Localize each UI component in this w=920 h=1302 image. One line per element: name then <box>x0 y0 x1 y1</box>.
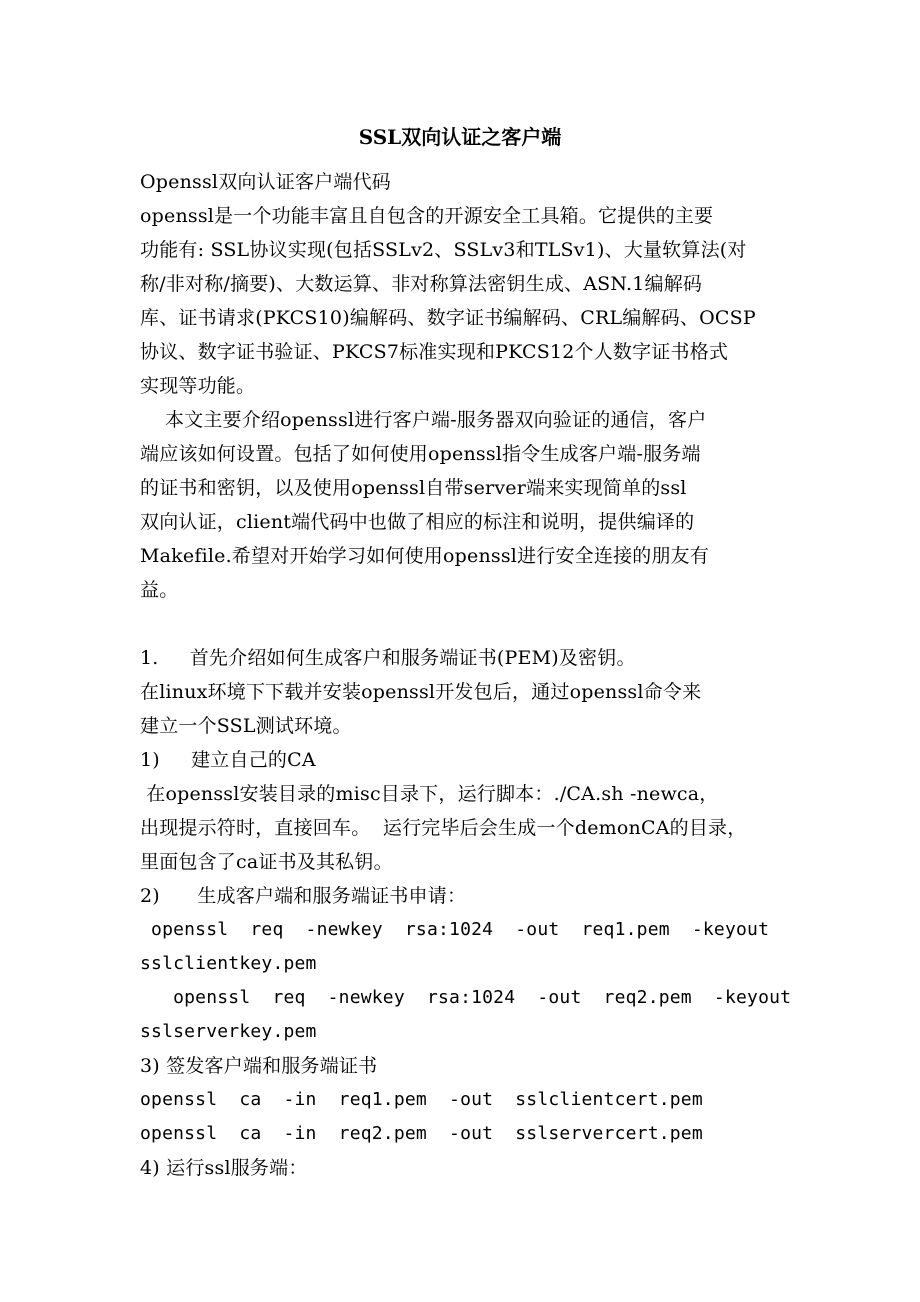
document-body <box>140 165 790 1185</box>
text-line: 4) 运行ssl服务端： <box>140 1157 308 1179</box>
text-line: 端应该如何设置。包括了如何使用openssl指令生成客户端-服务端 <box>140 443 701 465</box>
text-line: Openssl双向认证客户端代码 <box>140 171 391 193</box>
document-title: SSL双向认证之客户端 <box>358 125 562 149</box>
text-line: 称/非对称/摘要)、大数运算、非对称算法密钥生成、ASN.1编解码 <box>140 273 703 295</box>
text-line: 在openssl安装目录的misc目录下，运行脚本：./CA.sh -newca， <box>140 783 719 805</box>
text-line: openssl req -newkey rsa:1024 -out req2.pem -keyout <box>140 987 792 1008</box>
text-line: openssl req -newkey rsa:1024 -out req1.pem -keyout <box>140 919 770 940</box>
text-line: 2) 生成客户端和服务端证书申请： <box>140 885 467 907</box>
text-line: 1. 首先介绍如何生成客户和服务端证书(PEM)及密钥。 <box>140 647 636 669</box>
text-line: 建立一个SSL测试环境。 <box>140 715 352 737</box>
text-line: 在linux环境下下载并安装openssl开发包后，通过openssl命令来 <box>140 681 702 703</box>
text-line: openssl ca -in req1.pem -out sslclientcert.pem <box>140 1089 703 1110</box>
text-line: 本文主要介绍openssl进行客户端-服务器双向验证的通信，客户 <box>140 409 707 431</box>
text-line: 1) 建立自己的CA <box>140 749 316 771</box>
text-line: 实现等功能。 <box>140 375 256 397</box>
blank-line <box>140 607 790 641</box>
text-line: openssl是一个功能丰富且自包含的开源安全工具箱。它提供的主要 <box>140 205 714 227</box>
text-line: Makefile.希望对开始学习如何使用openssl进行安全连接的朋友有 <box>140 545 710 567</box>
text-line: 里面包含了ca证书及其私钥。 <box>140 851 393 873</box>
text-line: 库、证书请求(PKCS10)编解码、数字证书编解码、CRL编解码、OCSP <box>140 307 756 329</box>
text-line: 益。 <box>140 579 179 601</box>
text-line: sslclientkey.pem <box>140 953 317 974</box>
text-line: 3) 签发客户端和服务端证书 <box>140 1055 378 1077</box>
text-line: 协议、数字证书验证、PKCS7标准实现和PKCS12个人数字证书格式 <box>140 341 729 363</box>
text-line: openssl ca -in req2.pem -out sslservercert.pem <box>140 1123 703 1144</box>
text-line: sslserverkey.pem <box>140 1021 317 1042</box>
text-line: 的证书和密钥，以及使用openssl自带server端来实现简单的ssl <box>140 477 687 499</box>
text-line: 出现提示符时，直接回车。 运行完毕后会生成一个demonCA的目录， <box>140 817 747 839</box>
text-line: 双向认证，client端代码中也做了相应的标注和说明，提供编译的 <box>140 511 695 533</box>
text-line: 功能有: SSL协议实现(包括SSLv2、SSLv3和TLSv1)、大量软算法(对 <box>140 239 747 261</box>
